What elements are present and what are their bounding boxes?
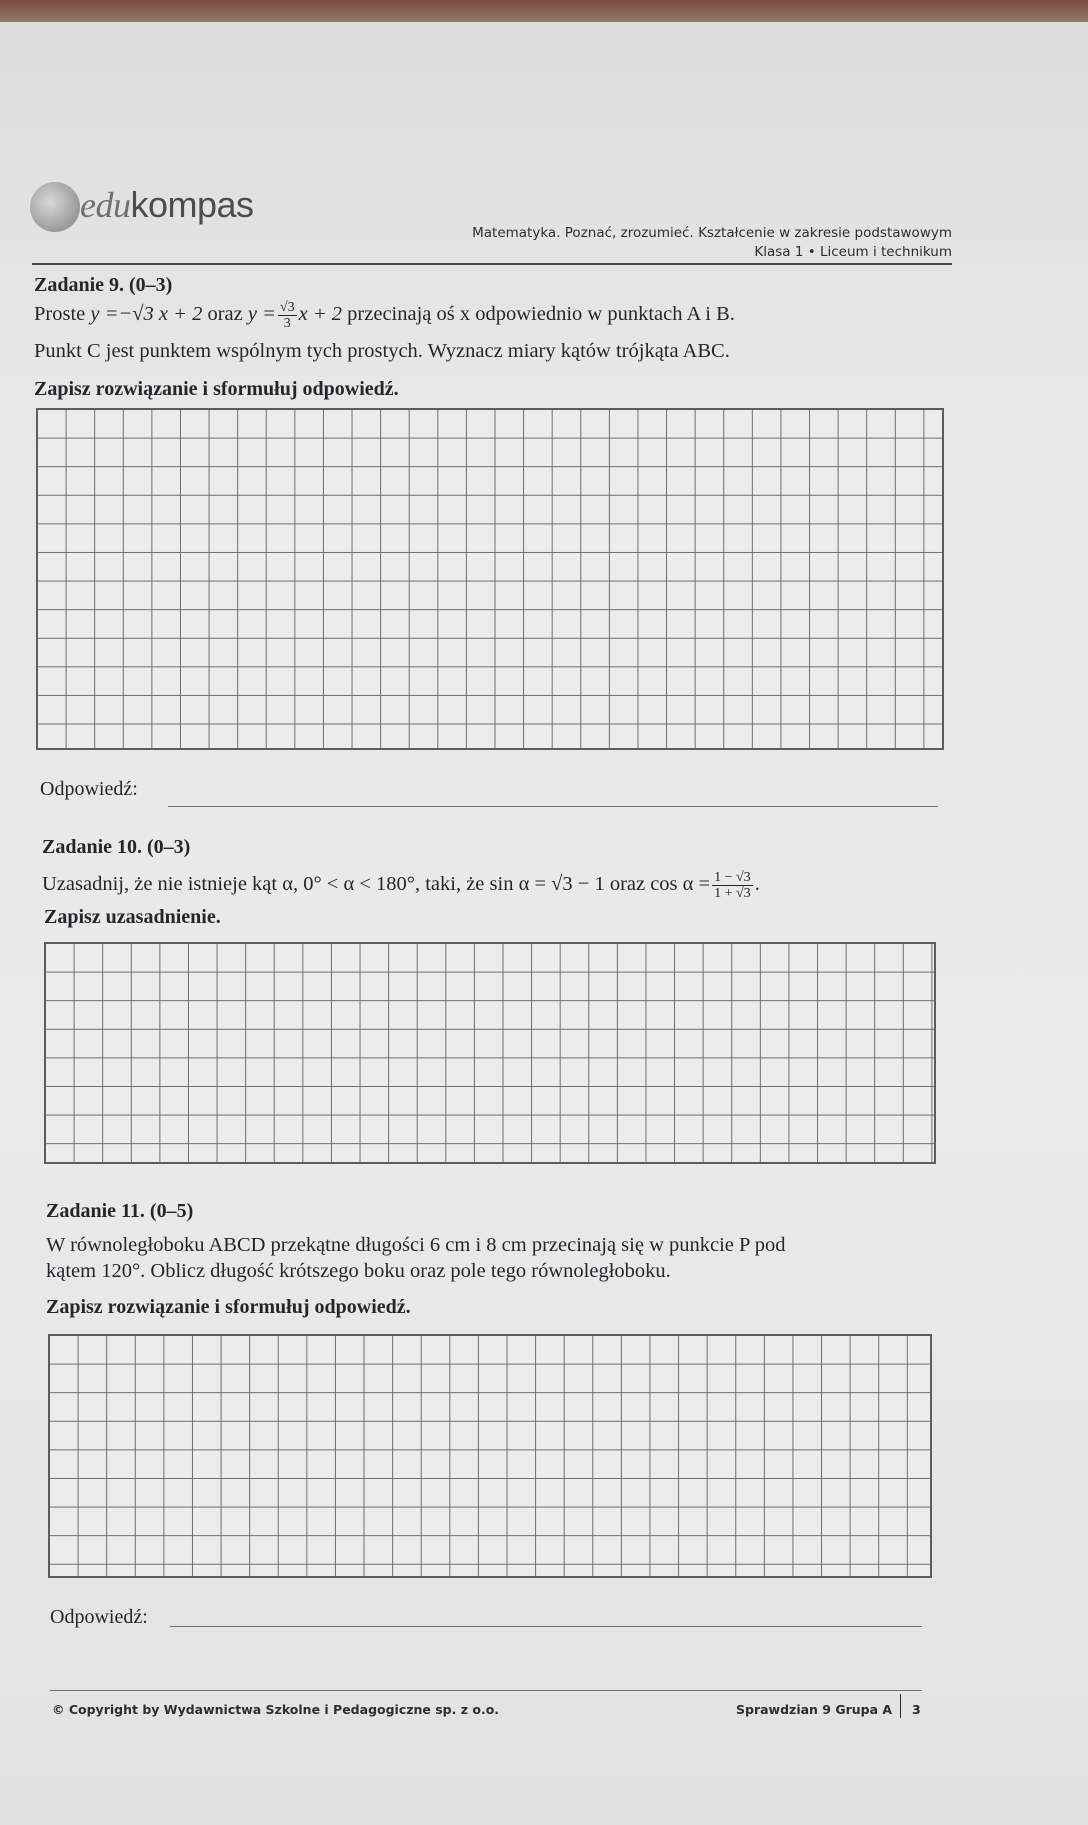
task10-answer-grid[interactable]	[44, 942, 936, 1164]
task10-instruction: Zapisz uzasadnienie.	[44, 906, 221, 928]
task10-fraction: $\frac{1 - √3}{1 + √3}$	[714, 870, 751, 901]
task9-answer-label: Odpowiedź:	[40, 778, 138, 800]
task11-line2: kątem 120°. Oblicz długość krótszego boku oraz pole tego równoległoboku.	[46, 1260, 671, 1282]
task9-title: Zadanie 9. (0–3)	[34, 274, 173, 296]
task10-title: Zadanie 10. (0–3)	[42, 836, 191, 858]
task11-line1: W równoległoboku ABCD przekątne długości 6 cm i 8 cm przecinają się w punkcie P pod	[46, 1234, 786, 1256]
logo-text: edukompas	[80, 184, 254, 225]
task10-line1: Uzasadnij, że nie istnieje kąt α, 0° < α < 180°, taki, że sin α = √3 − 1 oraz cos α = $\frac{1 - √3}{1 + √3}$ .	[42, 870, 760, 901]
header-divider	[32, 263, 952, 265]
task9-instruction: Zapisz rozwiązanie i sformułuj odpowiedź.	[34, 378, 399, 400]
task9-equation1: y =−√3 x + 2	[90, 303, 203, 326]
header-subject-info	[472, 224, 952, 262]
task9-answer-grid[interactable]	[36, 408, 944, 750]
footer-copyright: © Copyright by Wydawnictwa Szkolne i Pedagogiczne sp. z o.o.	[52, 1702, 500, 1717]
task9-line1: Proste y =−√3 x + 2 oraz y = $\frac{√3}{3}$ x + 2 przecinają oś x odpowiednio w punktach A i B.	[34, 300, 735, 331]
footer-test-name: Sprawdzian 9 Grupa A	[736, 1702, 893, 1717]
task11-instruction: Zapisz rozwiązanie i sformułuj odpowiedź.	[46, 1296, 411, 1318]
task11-title: Zadanie 11. (0–5)	[46, 1200, 194, 1222]
footer-separator	[900, 1694, 901, 1718]
worksheet-page	[0, 22, 1088, 1825]
header-class: Klasa 1 • Liceum i technikum	[754, 244, 952, 260]
task11-answer-line[interactable]	[170, 1626, 922, 1627]
footer-divider	[50, 1690, 922, 1691]
task9-line2: Punkt C jest punktem wspólnym tych prostych. Wyznacz miary kątów trójkąta ABC.	[34, 340, 730, 362]
task11-answer-label: Odpowiedź:	[50, 1606, 148, 1628]
header-title: Matematyka. Poznać, zrozumieć. Kształcenie w zakresie podstawowym	[472, 225, 952, 241]
page-number: 3	[912, 1702, 921, 1717]
task9-fraction: $\frac{√3}{3}$	[279, 300, 295, 331]
task11-answer-grid[interactable]	[48, 1334, 932, 1578]
logo-emblem-icon	[30, 182, 80, 232]
task9-answer-line[interactable]	[168, 806, 938, 807]
edukompas-logo	[30, 178, 270, 238]
